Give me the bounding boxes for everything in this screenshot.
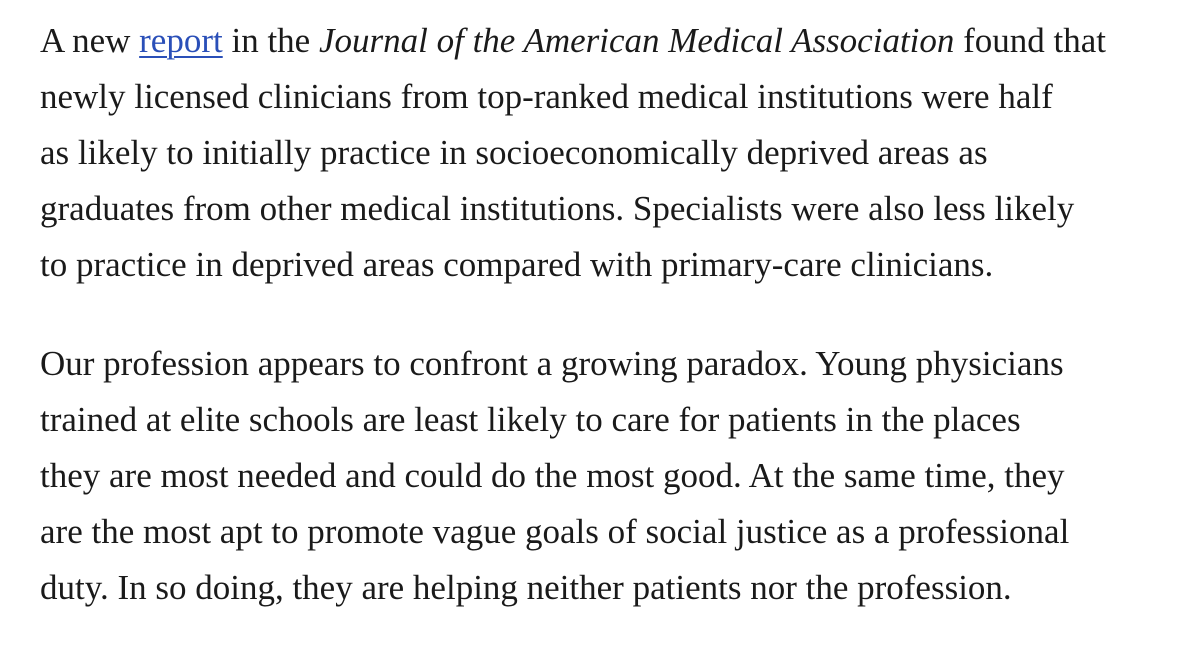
paragraph-1-line-5: to practice in deprived areas compared with primary-care clinicians. (40, 245, 994, 284)
line-1-prefix: A new (40, 21, 140, 60)
journal-name: Journal of the American Medical Association (318, 21, 955, 60)
paragraph-1-line-4: graduates from other medical institutions. Specialists were also less likely (40, 189, 1075, 228)
line-1-middle: in the (222, 21, 319, 60)
paragraph-2 (40, 336, 1200, 616)
article-body (40, 13, 1200, 616)
paragraph-1-line-3: as likely to initially practice in socioeconomically deprived areas as (40, 133, 988, 172)
paragraph-2-line-2: trained at elite schools are least likely to care for patients in the places (40, 400, 1021, 439)
paragraph-1-line-2: newly licensed clinicians from top-ranked medical institutions were half (40, 77, 1053, 116)
paragraph-2-line-4: are the most apt to promote vague goals of social justice as a professional (40, 512, 1070, 551)
paragraph-2-line-5: duty. In so doing, they are helping neither patients nor the profession. (40, 568, 1012, 607)
paragraph-1-line-1 (40, 13, 1200, 69)
paragraph-spacer (40, 293, 1200, 336)
paragraph-2-line-1: Our profession appears to confront a growing paradox. Young physicians (40, 344, 1064, 383)
paragraph-1 (40, 13, 1200, 293)
line-1-suffix: found that (954, 21, 1107, 60)
paragraph-2-line-3: they are most needed and could do the most good. At the same time, they (40, 456, 1065, 495)
report-link[interactable]: report (139, 21, 223, 60)
